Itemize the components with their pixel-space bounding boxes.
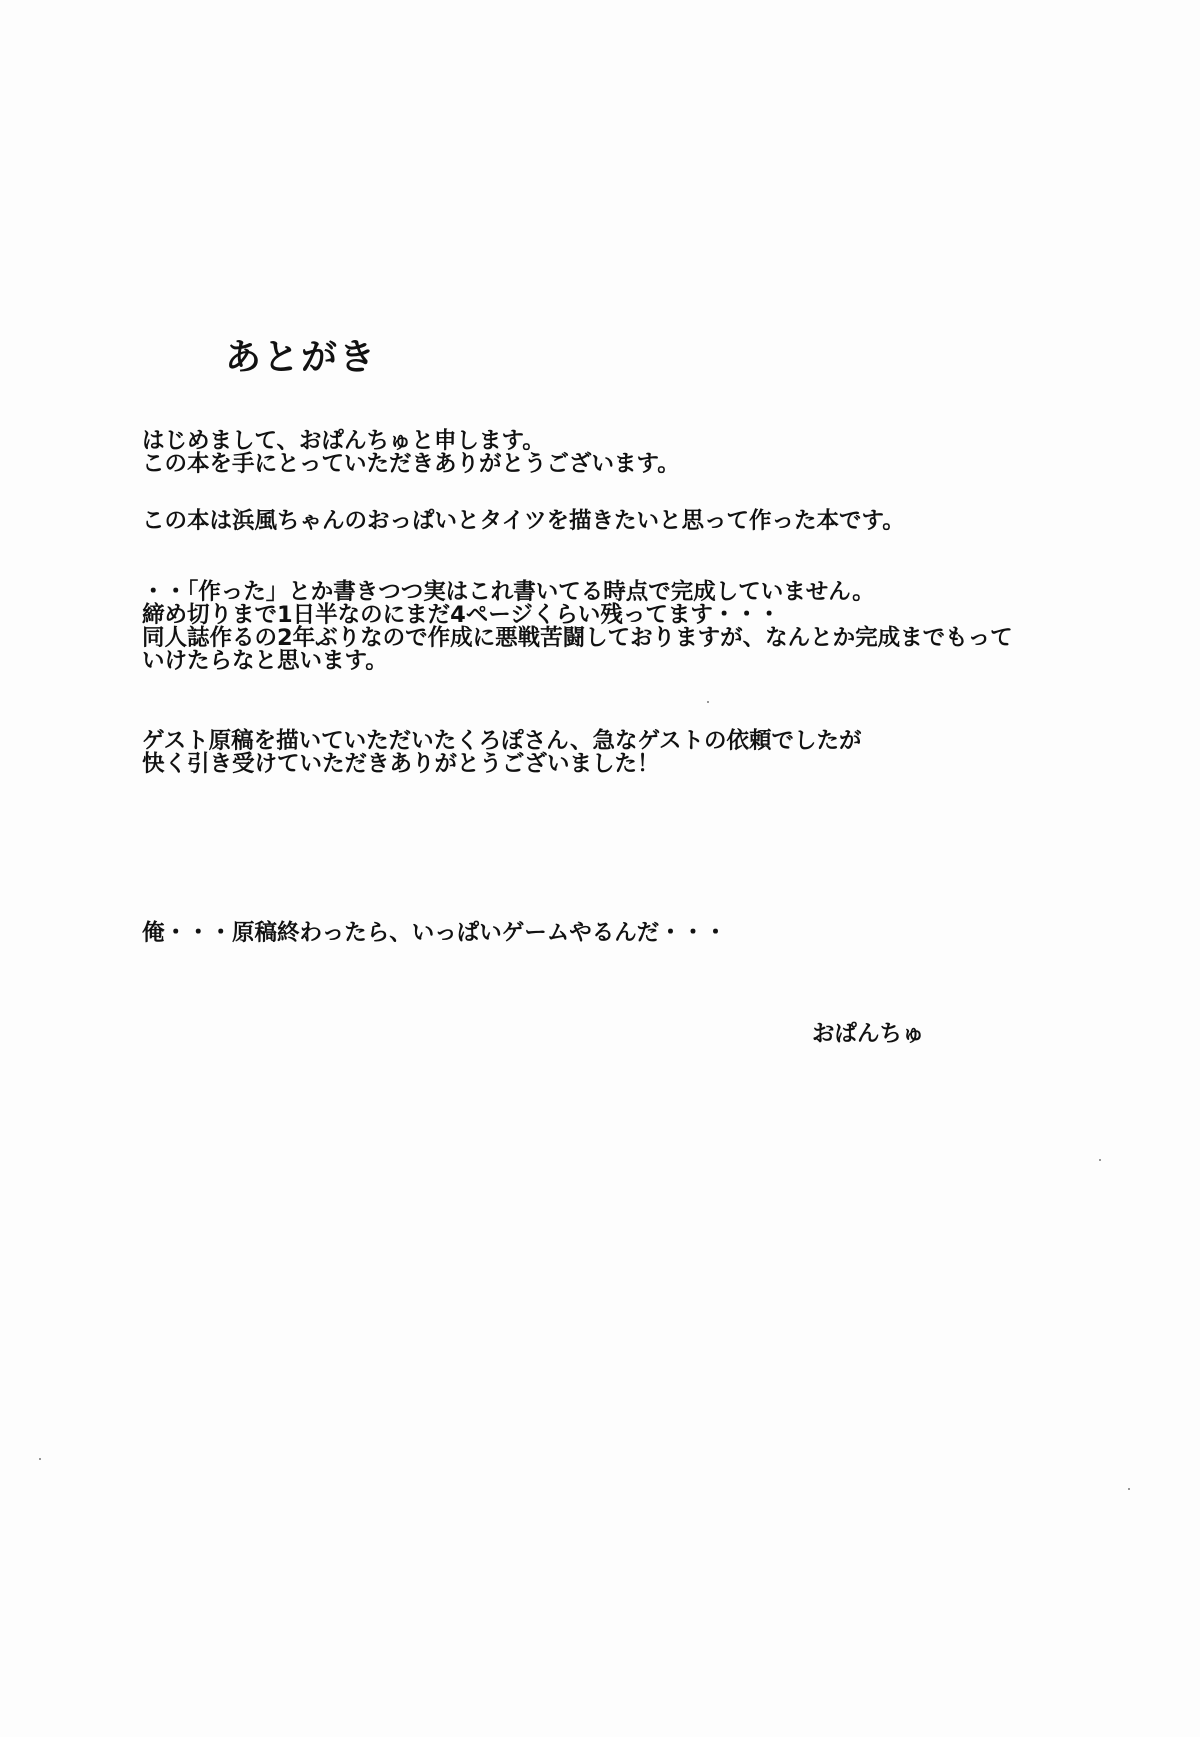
paper-speck (39, 1458, 41, 1460)
text-line: ゲスト原稿を描いていただいたくろぽさん、急なゲストの依頼でしたが (142, 728, 862, 754)
greeting-paragraph (142, 430, 680, 476)
text-line: この本は浜風ちゃんのおっぱいとタイツを描きたいと思って作った本です。 (142, 508, 905, 534)
author-signature: おぱんちゅ (812, 1021, 925, 1047)
text-line: はじめまして、おぱんちゅと申します。 (142, 428, 545, 454)
text-line: いけたらなと思います。 (142, 648, 388, 674)
paper-speck (707, 701, 709, 703)
closing-paragraph (142, 922, 727, 945)
text-line: 締め切りまで1日半なのにまだ4ページくらい残ってます・・・ (142, 602, 781, 628)
progress-paragraph (142, 581, 1013, 673)
page-title: あとがき (225, 337, 378, 378)
text-line: 俺・・・原稿終わったら、いっぱいゲームやるんだ・・・ (142, 920, 727, 946)
thanks-paragraph (142, 730, 862, 776)
purpose-paragraph (142, 510, 905, 533)
text-line: 同人誌作るの2年ぶりなので作成に悪戦苦闘しておりますが、なんとか完成までもって (142, 625, 1013, 651)
paper-speck (1099, 1159, 1101, 1161)
paper-speck (1128, 1488, 1130, 1490)
text-line: 快く引き受けていただきありがとうございました！ (142, 751, 660, 777)
text-line: ・・「作った」とか書きつつ実はこれ書いてる時点で完成していません。 (142, 579, 875, 605)
text-line: この本を手にとっていただきありがとうございます。 (142, 451, 680, 477)
